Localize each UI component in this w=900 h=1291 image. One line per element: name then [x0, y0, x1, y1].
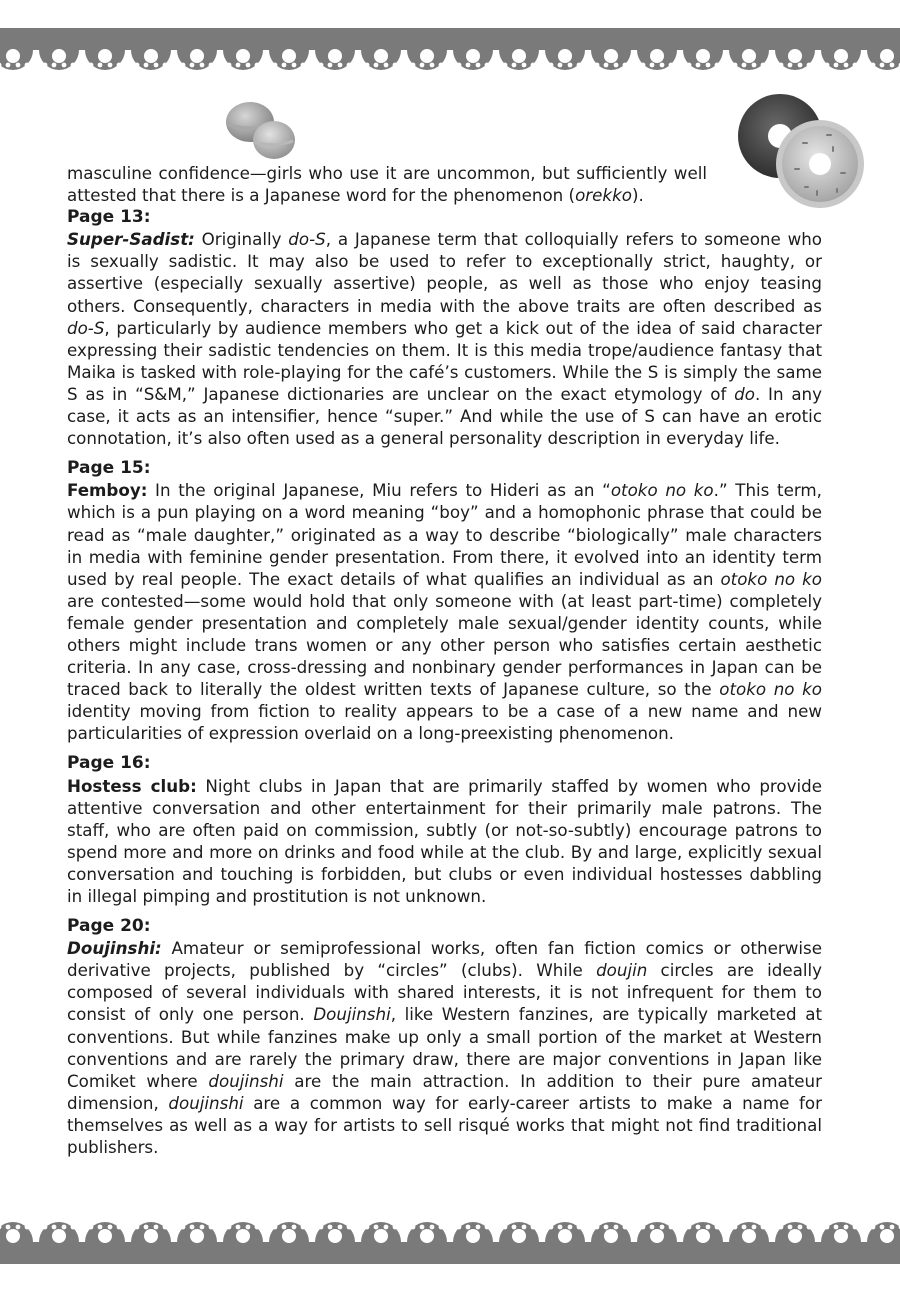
body-text: masculine confidence—girls who use it are uncommon, but sufficiently well attested that there is a Japanese word for the phenomenon (	[67, 163, 707, 206]
body-text: , a Japanese term that colloquially refers to someone who is sexually sadistic. It may also be used to refer to exceptionally strict, haughty, or assertive (especially sexually assertive) people, as well as those who enjoy teasing others. Consequently, characters in media with the above traits are often described as	[67, 229, 823, 316]
glossary-section	[67, 915, 822, 1158]
body-text: Originally	[194, 229, 289, 250]
glossary-section	[67, 457, 822, 744]
body-text: Night clubs in Japan that are primarily staffed by women who provide attentive conversation and other entertainment for their primarily male patrons. The staff, who are often paid on commission, subtly (or not-so-subtly) encourage patrons to spend more and more on drinks and food while at the club. By and large, explicitly sexual conversation and touching is forbidden, but clubs or even individual hostesses dabbling in illegal pimping and prostitution is not unknown.	[67, 775, 822, 906]
body-text: ).	[631, 185, 644, 206]
body-text: are the main attraction. In addition to their pure amateur dimension,	[67, 1070, 822, 1113]
page-heading: Page 15:	[67, 458, 151, 479]
body-text: , particularly by audience members who get a kick out of the idea of said character expressing their sadistic tendencies on them. It is this media trope/audience fantasy that Maika is tasked with role-playing for the café’s customers. While the S is simply the same S as in “S&M,” Japanese dictionaries are unclear on the exact etymology of	[67, 317, 822, 404]
lace-border-top	[0, 28, 900, 80]
glossary-entry	[67, 479, 822, 744]
intro-paragraph	[67, 162, 707, 206]
italic-term: doujin	[596, 960, 648, 981]
italic-term: otoko no ko	[720, 568, 822, 589]
italic-term: otoko no ko	[719, 679, 822, 700]
italic-term: do-S	[288, 229, 326, 250]
macaron-icon	[222, 96, 302, 162]
glossary-term: Super-Sadist:	[67, 229, 195, 250]
lace-border-bottom	[0, 1212, 900, 1264]
italic-term: otoko no ko	[610, 480, 714, 501]
glossary-term: Doujinshi:	[67, 938, 162, 959]
glossary-content	[67, 162, 822, 1166]
page-heading: Page 13:	[67, 207, 151, 228]
italic-term: doujinshi	[168, 1092, 244, 1113]
body-text: are contested—some would hold that only someone with (at least part-time) completely female gender presentation and completely male sexual/gender identity counts, while others might include trans women or any other person who satisfies certain aesthetic criteria. In any case, cross-dressing and nonbinary gender performances in Japan can be traced back to literally the oldest written texts of Japanese culture, so the	[67, 590, 822, 700]
body-text: . In any case, it acts as an intensifier, hence “super.” And while the use of S can have an erotic connotation, it’s also often used as a general personality description in everyday life.	[67, 383, 822, 449]
body-text: are a common way for early-career artists to make a name for themselves as well as a way for artists to sell risqué works that might not find traditional publishers.	[67, 1092, 823, 1158]
page-heading: Page 16:	[67, 753, 151, 774]
italic-term: orekko	[575, 185, 632, 206]
glossary-section	[67, 206, 822, 449]
body-text: Amateur or semiprofessional works, often fan fiction comics or otherwise derivative projects, published by “circles” (clubs). While	[67, 938, 822, 981]
glossary-section	[67, 752, 822, 907]
italic-term: do	[734, 383, 755, 404]
body-text: circles are ideally composed of several individuals with shared interests, it is not infrequent for them to consist of only one person.	[67, 960, 822, 1025]
glossary-entry	[67, 228, 822, 449]
glossary-entry	[67, 937, 822, 1158]
glossary-entry	[67, 775, 822, 908]
glossary-term: Femboy:	[67, 480, 148, 501]
italic-term: doujinshi	[208, 1070, 284, 1091]
body-text: In the original Japanese, Miu refers to Hideri as an “	[147, 480, 611, 501]
italic-term: Doujinshi	[313, 1004, 391, 1025]
glossary-term: Hostess club:	[67, 775, 197, 796]
body-text: , like Western fanzines, are typically marketed at conventions. But while fanzines make up only a small portion of the market at Western conventions and are rarely the primary draw, there are major conventions in Japan like Comiket where	[67, 1004, 822, 1091]
body-text: identity moving from fiction to reality appears to be a case of a new name and new particularities of expression overlaid on a long-preexisting phenomenon.	[67, 701, 822, 744]
italic-term: do-S	[67, 317, 105, 338]
page-heading: Page 20:	[67, 916, 151, 937]
body-text: .” This term, which is a pun playing on a word meaning “boy” and a homophonic phrase that could be read as “male daughter,” originated as a way to describe “biologically” male characters in media with feminine gender presentation. From there, it evolved into an identity term used by real people. The exact details of what qualifies an individual as an	[67, 480, 822, 589]
